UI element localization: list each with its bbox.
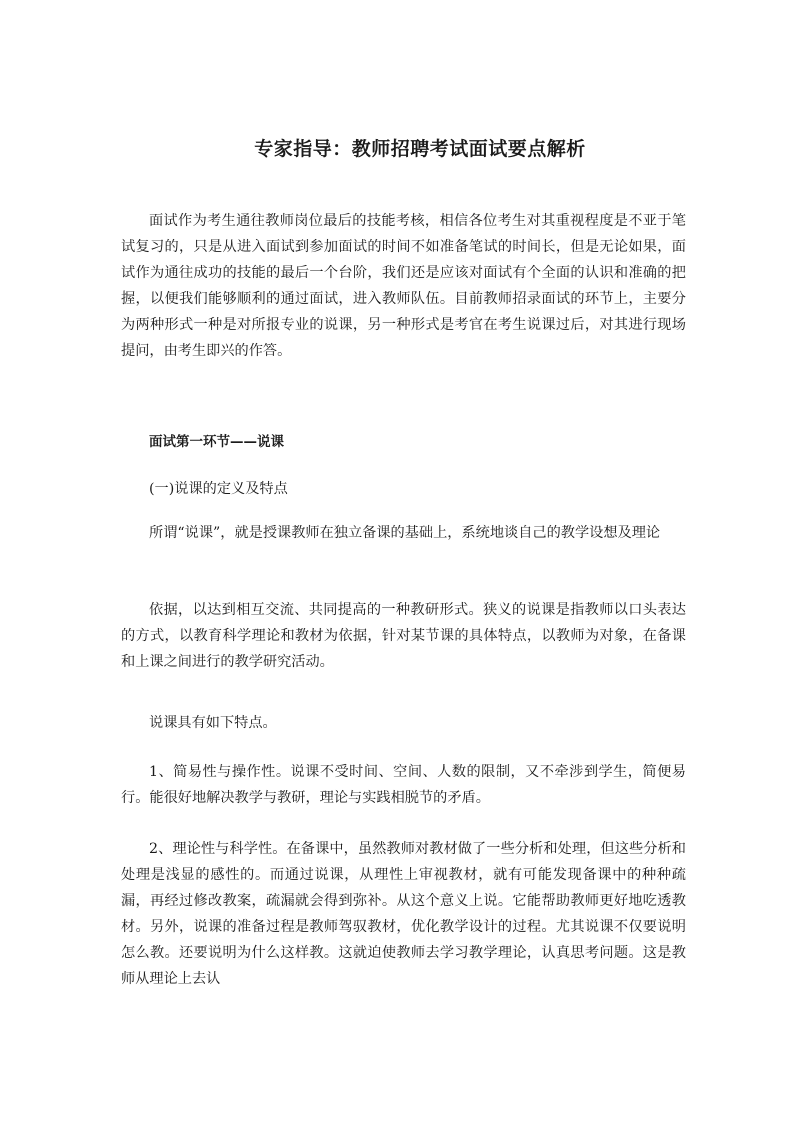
feature-paragraph-1: 1、简易性与操作性。说课不受时间、空间、人数的限制，又不牵涉到学生，简便易行。能很好地解决教学与教研，理论与实践相脱节的矛盾。 bbox=[121, 764, 686, 806]
definition-paragraph-1: 所谓“说课”，就是授课教师在独立备课的基础上，系统地谈自己的教学设想及理论 bbox=[149, 525, 661, 541]
section-heading: 面试第一环节——说课 bbox=[149, 434, 284, 450]
document-title: 专家指导：教师招聘考试面试要点解析 bbox=[254, 138, 586, 160]
subheading: (一)说课的定义及特点 bbox=[149, 481, 288, 497]
feature-paragraph-2: 2、理论性与科学性。在备课中，虽然教师对教材做了一些分析和处理，但这些分析和处理是浅显的感性的。而通过说课，从理性上审视教材，就有可能发现备课中的种种疏漏，再经过修改教案，疏漏就会得到弥补。从这个意义上说。它能帮助教师更好地吃透教材。另外，说课的准备过程是教师驾驭教材，优化教学设计的过程。尤其说课不仅要说明怎么教。还要说明为什么这样教。这就迫使教师去学习教学理论，认真思考问题。这是教师从理论上去认 bbox=[121, 841, 686, 987]
features-intro: 说课具有如下特点。 bbox=[149, 715, 277, 731]
intro-paragraph: 面试作为考生通往教师岗位最后的技能考核，相信各位考生对其重视程度是不亚于笔试复习的，只是从进入面试到参加面试的时间不如准备笔试的时间长，但是无论如果，面试作为通往成功的技能的最后一个台阶，我们还是应该对面试有个全面的认识和准确的把握，以便我们能够顺利的通过面试，进入教师队伍。目前教师招录面试的环节上，主要分为两种形式一种是对所报专业的说课，另一种形式是考官在考生说课过后，对其进行现场提问，由考生即兴的作答。 bbox=[121, 213, 686, 359]
definition-paragraph-2: 依据，以达到相互交流、共同提高的一种教研形式。狭义的说课是指教师以口头表达的方式，以教育科学理论和教材为依据，针对某节课的具体特点，以教师为对象，在备课和上课之间进行的教学研究活动。 bbox=[121, 602, 686, 670]
